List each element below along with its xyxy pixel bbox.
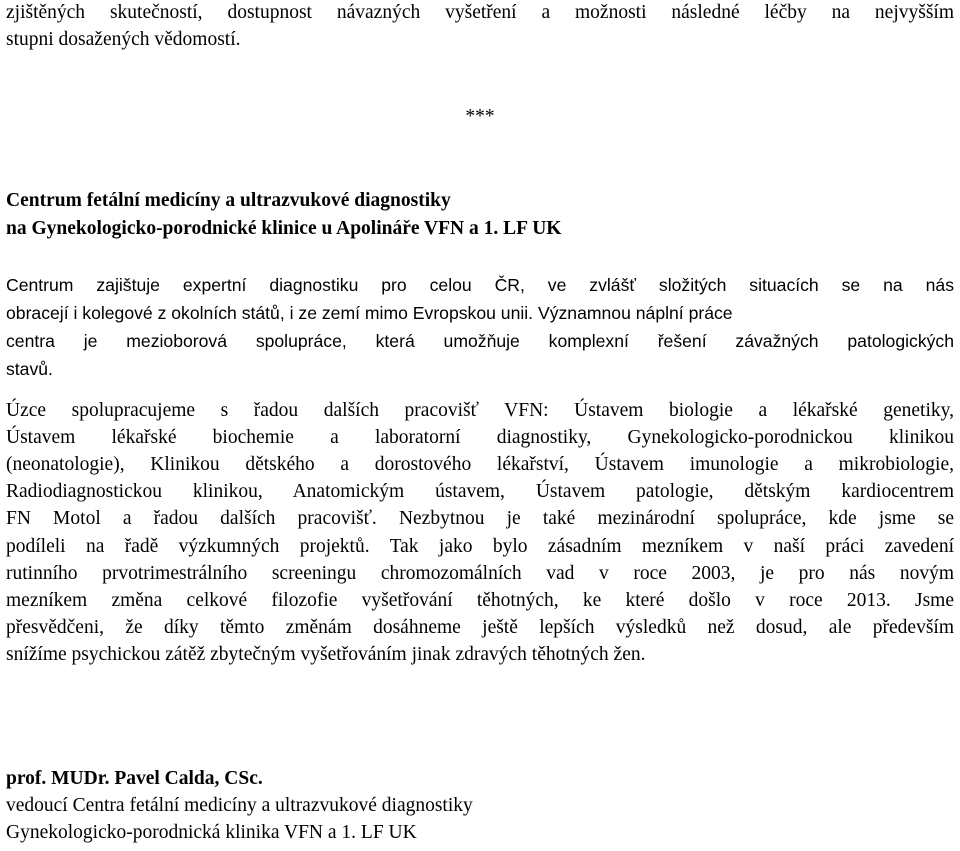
paragraph2-line: (neonatologie), Klinikou dětského a dorostového lékařství, Ústavem imunologie a mikrobiologie, bbox=[6, 454, 954, 475]
paragraph2-line: podíleli na řadě výzkumných projektů. Tak jako bylo zásadním mezníkem v naší práci zavedení bbox=[6, 536, 954, 557]
intro-line: stupni dosažených vědomostí. bbox=[6, 29, 241, 50]
paragraph2-line: snížíme psychickou zátěž zbytečným vyšetřováním jinak zdravých těhotných žen. bbox=[6, 644, 646, 665]
section-heading-line: na Gynekologicko-porodnické klinice u Apolináře VFN a 1. LF UK bbox=[6, 218, 562, 239]
paragraph1-line: centra je mezioborová spolupráce, která umožňuje komplexní řešení závažných patologických bbox=[6, 331, 954, 351]
signature-institution: Gynekologicko-porodnická klinika VFN a 1. LF UK bbox=[6, 822, 417, 843]
signature-name: prof. MUDr. Pavel Calda, CSc. bbox=[6, 768, 263, 789]
section-separator: *** bbox=[465, 106, 495, 127]
intro-line: zjištěných skutečností, dostupnost návazných vyšetření a možnosti následné léčby na nejvyšším bbox=[6, 2, 954, 23]
paragraph1-line: stavů. bbox=[6, 359, 53, 379]
paragraph2-line: rutinního prvotrimestrálního screeningu chromozomálních vad v roce 2003, je pro nás novým bbox=[6, 563, 954, 584]
paragraph2-line: Úzce spolupracujeme s řadou dalších pracovišť VFN: Ústavem biologie a lékařské genetiky, bbox=[6, 400, 954, 421]
paragraph1-line: obracejí i kolegové z okolních států, i ze zemí mimo Evropskou unii. Významnou náplní práce bbox=[6, 303, 733, 323]
paragraph2-line: FN Motol a řadou dalších pracovišť. Nezbytnou je také mezinárodní spolupráce, kde jsme se bbox=[6, 508, 954, 529]
paragraph2-line: Radiodiagnostickou klinikou, Anatomickým ústavem, Ústavem patologie, dětským kardiocentrem bbox=[6, 481, 954, 502]
signature-role: vedoucí Centra fetální medicíny a ultrazvukové diagnostiky bbox=[6, 795, 473, 816]
paragraph2-line: Ústavem lékařské biochemie a laboratorní diagnostiky, Gynekologicko-porodnickou klinikou bbox=[6, 427, 954, 448]
paragraph2-line: přesvědčeni, že díky těmto změnám dosáhneme ještě lepších výsledků než dosud, ale především bbox=[6, 617, 954, 638]
paragraph1-line: Centrum zajištuje expertní diagnostiku pro celou ČR, ve zvlášť složitých situacích se na nás bbox=[6, 275, 954, 295]
section-heading-line: Centrum fetální medicíny a ultrazvukové diagnostiky bbox=[6, 190, 451, 211]
paragraph2-line: mezníkem změna celkové filozofie vyšetřování těhotných, ke které došlo v roce 2013. Jsme bbox=[6, 590, 954, 611]
